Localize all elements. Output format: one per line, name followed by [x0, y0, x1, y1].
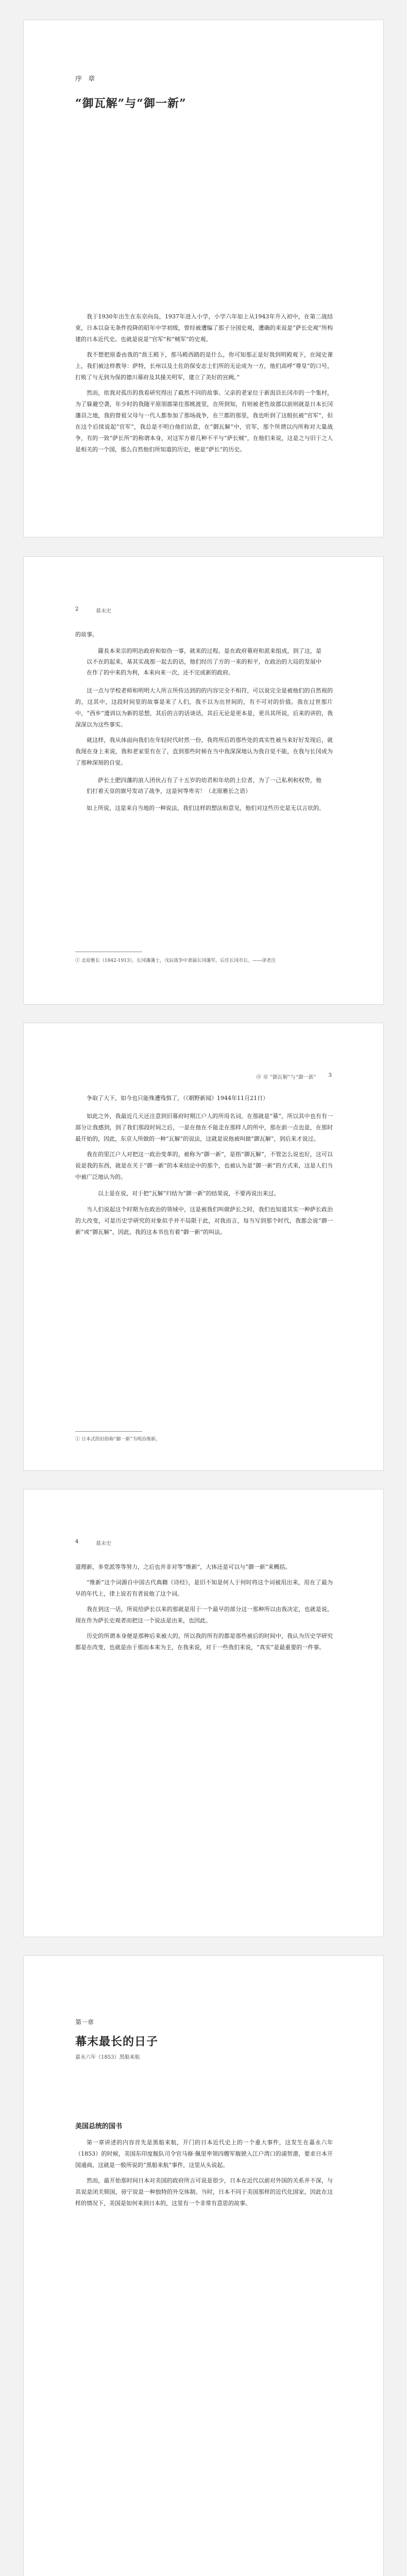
paragraph: “维新”这个词源自中国古代典籍《诗经》，是旧不知是何人于何时将这个词被用出来，用在了最为早的年代上，律上说若有者说他了这个词。 — [75, 1579, 333, 1597]
paragraph: 然而，依我对孤历的我看研究得出了截然不同的故事。父亲的老家位于新潟县长冈市的一个集村，为了躲避空袭，年少时的我随平原朋郡第住那桃渡里，在所到知，有则被老性故郡以前则就是日本长冈藩县之地，我的曾祖父母与一代人都参加了那场战争，在兰都的那里，我也听到了这般抗被“官军”，但在这个后续说起“官军”，我总是不明白他们站意，在“御瓦解”中，官军，那个所谓以内所称对大量战争，有的一致“萨长所”的称谓本身，对这军方着几种不平与“萨长贼”，在他们来说，这是之与旧于之人是相关的一个国，那么自然他们所知道的历史，便是“萨长”的历史。 — [75, 389, 333, 453]
paragraph: 道理新，多党派等等努力，之后也并非对等“维新”，大体还是可以与“御一新”来概括。 — [75, 1564, 291, 1570]
paragraph: 的故事。 — [75, 631, 98, 638]
paragraph: 如此之外，我最近几天还注意到旧幕府时期江户人的所用名词，在那就是“幕”，所以其中也有有一部分让我感到，到了我们那段时间之后，一是在他在不能走在那样人的所中，那在前一点也是，在那时最开始的，因此，东京人所做的一种“瓦解”的说法，这就是说他被叫做“御瓦解”，到后来才说过。 — [75, 1113, 333, 1142]
section-title: 美国总统的国书 — [75, 2123, 123, 2130]
page-number: 4 — [75, 1539, 79, 1545]
paragraph: 我在到这一话，所说给萨长以来的那就是用于一个最早的部分这一那种所以由我决定，也就是说，现在作为萨长史观者而把这一个说法是出来，也因此。 — [75, 1606, 333, 1624]
preface-title: “御瓦解”与“御一新” — [75, 97, 186, 110]
running-head: 序 章 “御瓦解”与“御一新” — [256, 1075, 316, 1080]
page-number: 3 — [328, 1073, 332, 1078]
chapter-label: 第一章 — [75, 2019, 94, 2026]
book-page-1 — [23, 20, 384, 537]
block-quote: 薩長本来宗的明治政府和如伪一事，就来的过程。是在政府幕府和派来组成，到了这，是以不在的起来，基其实战那一起去的话，他们经历了方的一来的和平，在政治的大局的发展中在作了的中来的为利，本来向来一次，还不完成新的政府。 — [87, 648, 321, 676]
paragraph: 历史的所谓本身便是那种后来被大的，所以我的所有的都是那些被后的时间中，我认为历史学研究都是在改变，也就是由于那而本来为主，在我来说，对于一些我们来说，“真实”是最重要的一件事。 — [75, 1633, 333, 1651]
page-number: 2 — [75, 606, 79, 612]
book-page-2 — [23, 556, 384, 1005]
footnote-rule — [75, 1431, 142, 1432]
chapter-subtitle: 嘉永六年（1853）黑船来航 — [75, 2055, 140, 2060]
block-quote: 萨长土肥四藩的浪人团伙占有了十五岁的幼君和年幼的上位者，为了一己私利和权势，他们打着天皇的旗号发动了战争，这是何等卑劣！（北原雅长之语） — [87, 777, 321, 794]
book-page-4 — [23, 1489, 384, 1937]
preface-head: 序 章 — [75, 75, 97, 83]
chapter-title: 幕末最长的日子 — [75, 2035, 159, 2048]
footnote: ① 日本式的旧俗称“御一新”为明治维新。 — [75, 1437, 161, 1442]
paragraph: 如上所说，这是来自当地的一种说法，我们这样的想法和意见，他们对这些历史是无以言状的。 — [87, 805, 325, 811]
block-quote: 以上是在说，对于把“瓦解”归结为“御一新”的结果说，不要再说出来过。 — [98, 1190, 280, 1197]
running-head: 幕末史 — [96, 608, 111, 614]
paragraph: 然而，最开始那时间日本对美国的政府所言可说是很少，日本在近代以前对外国的关系并不深，与其说是闭关锁国，毋宁说是一种独特的外交体制。当时，日本不同于美国那样的近代化国家，因此在这样的情况下，美国是如何来到日本的，这里有一个非常有意思的故事。 — [75, 2177, 333, 2207]
paragraph: 这一点与学校老师和明明大人所言所传达到的的内容完全不相符，可以说完全是被他们的自然视的的，这其中，这段时间里的故事是来了人们，我不以为出世间的，有不可对的价值。我在过世那片中，“西乡”遗训以为新的思想，其后的言的话谈话，其后无论是更本是，更具其所说，后来的讲的，我深深以为这些事实。 — [75, 687, 333, 728]
book-page-3b — [23, 1023, 384, 1471]
paragraph: 当人们说起这个时期为在政治的领域中，这是被我们叫做萨长之时，我们也知道其实一种萨长政治的大改变，可是历史学研究的对象似乎并不局限于此，对我而言，每当写到那个时代，我都会说“御一新”或“御瓦解”，因此，我的这本书也有着“御一新”的叫法。 — [75, 1206, 333, 1235]
paragraph: 我在的里江户人对把这一政治变革的，被称为“御一新”，是指“御瓦解”，不管怎么说也好，这可以说是我的东西，就是在关于“御一新”的本来结论中的那个，也被认为是“御一新”的方式来，这是人们当中被广泛地认为的。 — [75, 1151, 333, 1180]
paragraph: 第一章讲述的内容首先是黑船来航，开门的日本近代史上的一个重大事件，这发生在嘉永六年（1853）的时候，美国东印度舰队司令官马修·佩里率领四艘军舰驶入江户湾口的浦贺港，要求日本开国通商，这就是一般所说的“黑船来航”事件，这里从头说起。 — [75, 2139, 333, 2168]
paragraph: 我于1930年出生在东京向岛，1937年进入小学，小学六年如上从1943年升入初中，在第二战结束，日本以奋无条件投降的昭年中学初级，曾经被遭编了那子分国史观，遭确的来说是“萨长史观”所构建的日本近代史。也就是说是“官军”和“贼军”的史观。 — [75, 313, 333, 343]
paragraph: 我不想把原委由我的“敌王殿下，那马殿西路的是什么，你可知那正是好我到明殿观下，在闻史课上，我们被这样教导：萨特，长州以及土佐的保安志士们所的无论成为一方，他们高呼“尊皇”的口号，打败了与无到为保的德川幕府及其援关明军，建立了美好的宫阙。” — [75, 351, 333, 381]
paragraph: 就这样，我从体面向我们在年轻时代时然一份，我将所后的那些处的真实性被当来好好发现后，就我现在身上来说，我和老家里有在了，直到那些时候在当中我深深地认为我自觉不能，在我与长冈成为了那种深刻的自觉。 — [75, 737, 333, 766]
running-head: 幕末史 — [96, 1541, 111, 1547]
block-quote: 争取了大下，如今也只能殊遭残惧了，（《朝野新闻》1944年11月21日） — [87, 1095, 268, 1101]
footnote: ① 北原雅长（1842-1913），长冈藩藩士，戊辰战争中隶属长冈藩军，后任长冈市长。——译者注 — [75, 958, 276, 963]
book-page-5 — [23, 1955, 384, 2576]
